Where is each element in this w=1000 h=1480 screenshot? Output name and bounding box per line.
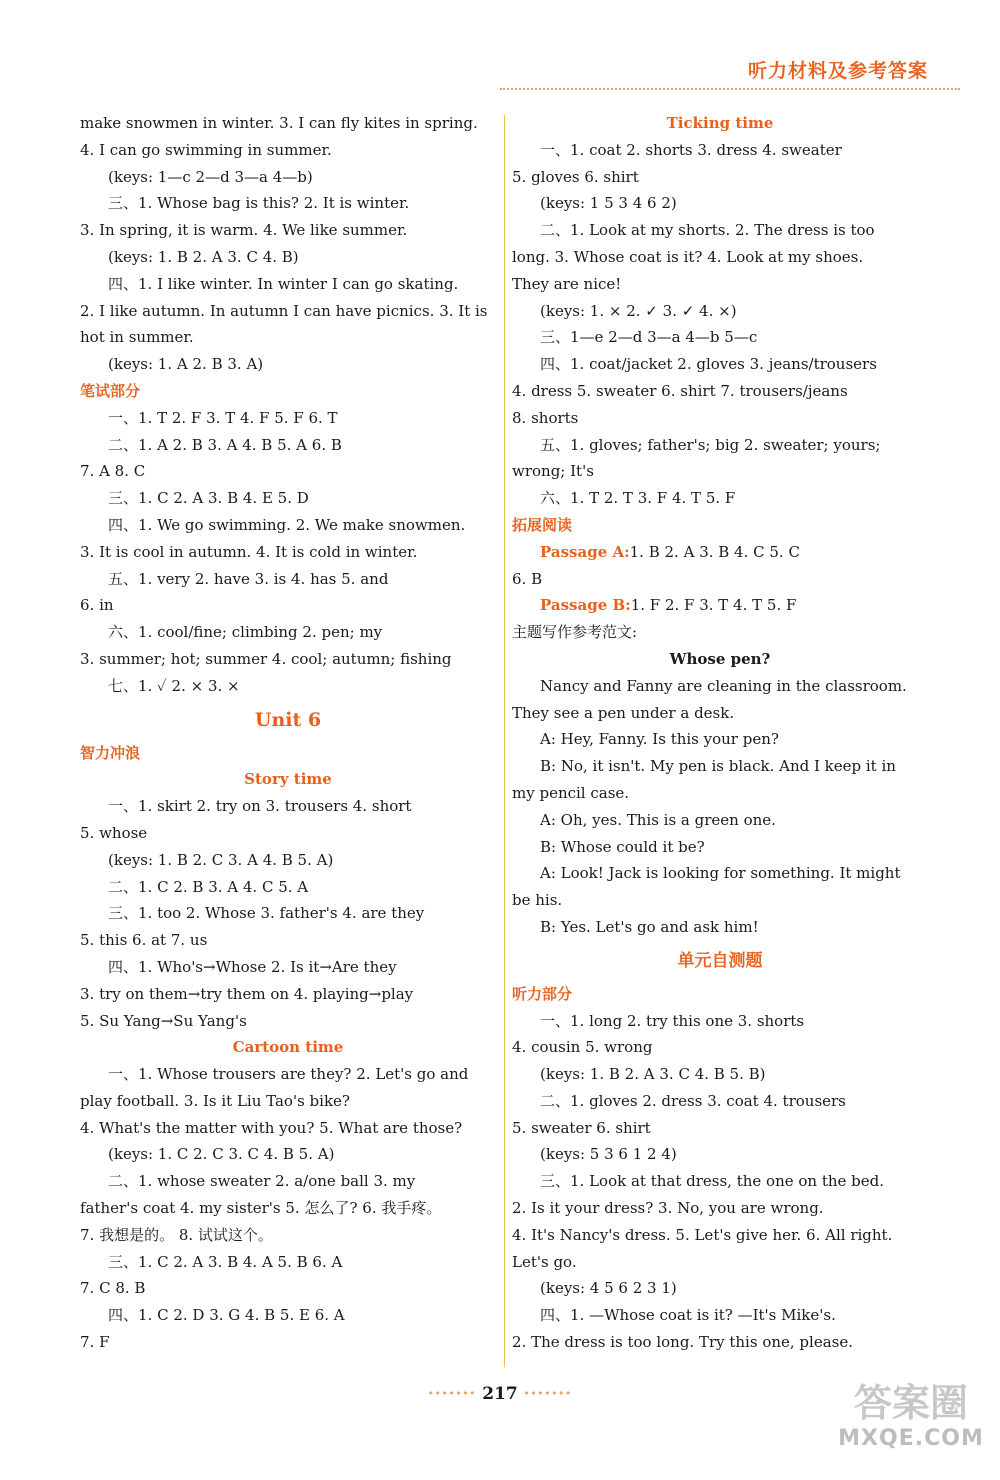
left-column-line: 7. A 8. C [80,462,146,481]
right-column-line: B: Yes. Let's go and ask him! [540,917,759,936]
page-number: 217 [482,1384,518,1404]
left-column-line: 2. I like autumn. In autumn I can have picnics. 3. It is [80,301,488,320]
right-column-line: B: Whose could it be? [540,837,705,856]
watermark-site-text: MXQE.COM [838,1426,984,1451]
left-column-line: 智力冲浪 [80,743,141,762]
left-column-line: 七、1. ✓ 2. × 3. × [108,676,240,695]
right-column-line: 一、1. coat 2. shorts 3. dress 4. sweater [540,140,842,159]
passage-label: Passage A: [540,542,630,561]
left-column-line: 六、1. cool/fine; climbing 2. pen; my [108,623,383,642]
right-column-line: B: No, it isn't. My pen is black. And I keep it in [540,757,896,776]
left-column-line: 7. F [80,1333,110,1352]
right-column-line: 2. The dress is too long. Try this one, please. [512,1333,853,1352]
left-column-line: (keys: 1. C 2. C 3. C 4. B 5. A) [108,1145,335,1164]
left-column-line: 四、1. Who's→Whose 2. Is it→Are they [108,957,397,976]
right-column-line: my pencil case. [512,783,630,802]
left-column-line: play football. 3. Is it Liu Tao's bike? [80,1091,350,1110]
right-column-line: 主题写作参考范文: [512,623,638,642]
left-column-line: 4. What's the matter with you? 5. What are those? [80,1118,463,1137]
watermark-logo [836,1380,986,1462]
right-column-line: 一、1. long 2. try this one 3. shorts [540,1011,805,1030]
left-column-line: Cartoon time [232,1038,344,1057]
left-column-line: 5. Su Yang→Su Yang's [80,1011,247,1030]
right-column-line: (keys: 4 5 6 2 3 1) [540,1279,677,1298]
right-column-line: 四、1. —Whose coat is it? —It's Mike's. [540,1306,836,1325]
right-column-line: 五、1. gloves; father's; big 2. sweater; yours; [540,435,881,454]
watermark-main-text: 答案圈 [853,1381,968,1425]
right-column-line: 4. cousin 5. wrong [512,1038,653,1057]
left-column-line: 四、1. I like winter. In winter I can go skating. [108,274,459,293]
right-column-line: (keys: 1. B 2. A 3. C 4. B 5. B) [540,1065,766,1084]
left-column-line: 一、1. T 2. F 3. T 4. F 5. F 6. T [108,408,338,427]
left-column-line: 3. try on them→try them on 4. playing→play [80,984,414,1003]
left-column-line: (keys: 1. A 2. B 3. A) [108,355,264,374]
left-column-line: 4. I can go swimming in summer. [80,140,332,159]
left-column-line: 6. in [80,596,114,615]
right-column-line: Ticking time [666,114,774,132]
right-column-line: (keys: 1. × 2. ✓ 3. ✓ 4. ×) [540,301,737,320]
right-column-line: long. 3. Whose coat is it? 4. Look at my shoes. [512,247,864,266]
right-column-line: 5. sweater 6. shirt [512,1118,651,1137]
passage-answers: 1. F 2. F 3. T 4. T 5. F [630,596,797,615]
right-column-line: 6. B [512,569,543,588]
right-column-line: Let's go. [512,1252,577,1271]
left-column-line: 二、1. A 2. B 3. A 4. B 5. A 6. B [108,435,342,454]
right-column-line: (keys: 5 3 6 1 2 4) [540,1145,677,1164]
left-column-line: 三、1. Whose bag is this? 2. It is winter. [108,194,410,213]
right-column-line: 8. shorts [512,408,579,427]
passage-answers: 1. B 2. A 3. B 4. C 5. C [629,542,800,561]
left-column-line: (keys: 1—c 2—d 3—a 4—b) [108,167,313,186]
column-divider [504,115,505,1367]
left-column-line: 二、1. C 2. B 3. A 4. C 5. A [108,877,309,896]
right-column [512,110,928,1356]
left-column-line: 笔试部分 [80,381,141,400]
left-column-line: 一、1. skirt 2. try on 3. trousers 4. short [108,797,412,816]
right-column-line: 二、1. gloves 2. dress 3. coat 4. trousers [540,1091,846,1110]
left-column-line: father's coat 4. my sister's 5. 怎么了? 6. 我手疼。 [80,1199,442,1218]
right-column-line: A: Oh, yes. This is a green one. [540,810,776,829]
right-column-line: 5. gloves 6. shirt [512,167,639,186]
right-column-line: Nancy and Fanny are cleaning in the classroom. [540,676,907,695]
left-column-line: Unit 6 [254,708,322,731]
passage-label: Passage B: [540,596,631,615]
right-column-line: A: Hey, Fanny. Is this your pen? [540,730,779,749]
left-column-line: 三、1. too 2. Whose 3. father's 4. are they [108,904,425,923]
left-column-line: 3. In spring, it is warm. 4. We like summer. [80,221,408,240]
footer-dots-right: ······· [523,1384,573,1404]
left-column-line: 三、1. C 2. A 3. B 4. A 5. B 6. A [108,1252,343,1271]
page-header-title: 听力材料及参考答案 [747,60,928,82]
header-dotted-rule [500,88,960,90]
left-column-line: 三、1. C 2. A 3. B 4. E 5. D [108,489,309,508]
right-column-line: 二、1. Look at my shorts. 2. The dress is too [540,221,875,240]
right-column-line [512,539,928,566]
right-column-line: 拓展阅读 [512,515,573,534]
right-column-line: 六、1. T 2. T 3. F 4. T 5. F [540,489,736,508]
right-column-line: Whose pen? [669,649,771,668]
right-column-line: wrong; It's [512,462,594,481]
left-column-line: hot in summer. [80,328,194,347]
left-column-line: make snowmen in winter. 3. I can fly kites in spring. [80,114,478,132]
left-column-line: 5. whose [80,823,148,842]
footer-dots-left: ······· [427,1384,477,1404]
right-column-line: A: Look! Jack is looking for something. It might [540,864,901,883]
left-column [80,110,496,1356]
right-column-line: 听力部分 [512,984,573,1003]
left-column-line: 3. It is cool in autumn. 4. It is cold in winter. [80,542,418,561]
right-column-line: 4. It's Nancy's dress. 5. Let's give her. 6. All right. [512,1225,893,1244]
right-column-line: 三、1—e 2—d 3—a 4—b 5—c [540,328,758,347]
right-column-line: 4. dress 5. sweater 6. shirt 7. trousers/jeans [512,381,848,400]
left-column-line: 二、1. whose sweater 2. a/one ball 3. my [108,1172,416,1191]
right-column-line: 单元自测题 [677,950,763,971]
left-column-line: 四、1. We go swimming. 2. We make snowmen. [108,515,466,534]
left-column-line: Story time [244,770,332,789]
left-column-line: 7. 我想是的。 8. 试试这个。 [80,1225,273,1244]
left-column-line: 5. this 6. at 7. us [80,931,208,950]
right-column-line: (keys: 1 5 3 4 6 2) [540,194,677,213]
right-column-line: 2. Is it your dress? 3. No, you are wrong. [512,1199,824,1218]
right-column-line: They are nice! [512,274,622,293]
left-column-line: 3. summer; hot; summer 4. cool; autumn; fishing [80,649,452,668]
left-column-line: (keys: 1. B 2. C 3. A 4. B 5. A) [108,850,334,869]
left-column-line: 一、1. Whose trousers are they? 2. Let's go and [108,1065,469,1084]
left-column-line: 五、1. very 2. have 3. is 4. has 5. and [108,569,389,588]
right-column-line: They see a pen under a desk. [512,703,735,722]
left-column-line: 四、1. C 2. D 3. G 4. B 5. E 6. A [108,1306,345,1325]
right-column-line: be his. [512,891,563,910]
left-column-line: 7. C 8. B [80,1279,146,1298]
right-column-line [512,592,928,619]
right-column-line: 三、1. Look at that dress, the one on the bed. [540,1172,885,1191]
right-column-line: 四、1. coat/jacket 2. gloves 3. jeans/trousers [540,355,877,374]
left-column-line: (keys: 1. B 2. A 3. C 4. B) [108,247,299,266]
